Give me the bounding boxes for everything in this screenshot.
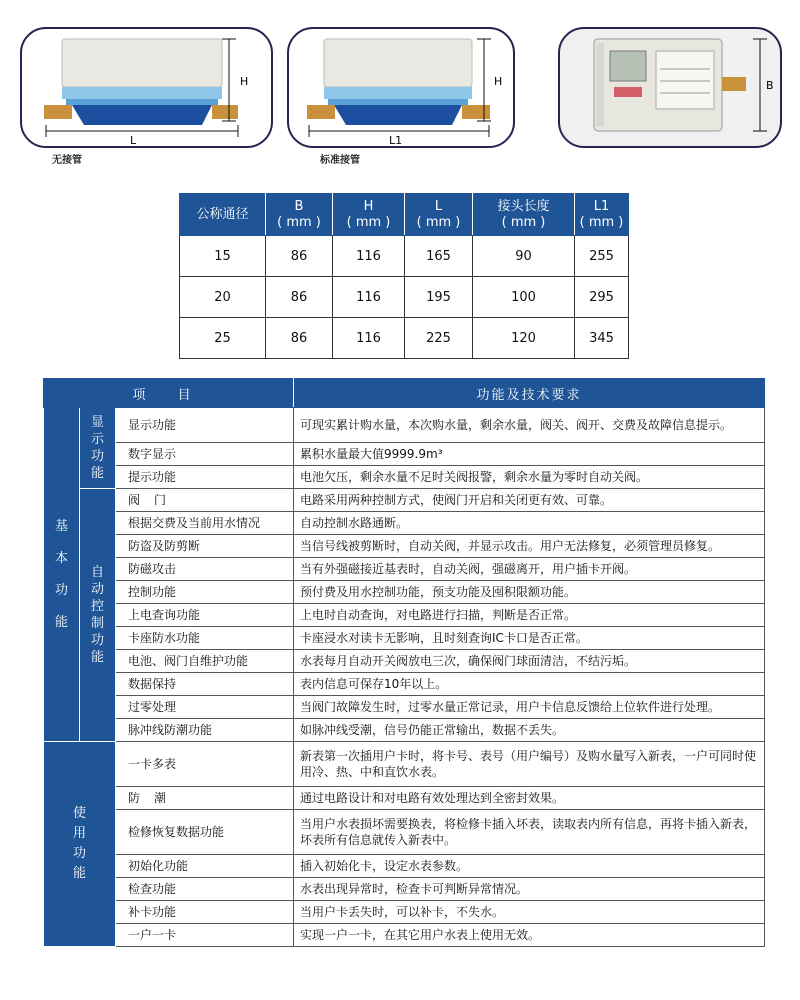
table-row: 防磁攻击 当有外强磁接近基表时，自动关阀，强磁离开，用户插卡开阀。 bbox=[44, 558, 765, 581]
table-row: 数字显示 累积水量最大值9999.9m³ bbox=[44, 443, 765, 466]
dim-l-label: L bbox=[130, 134, 137, 146]
item-valve: 阀门 bbox=[116, 489, 294, 512]
meter-photo-top-view bbox=[558, 27, 782, 148]
table-row: 数据保持 表内信息可保存10年以上。 bbox=[44, 673, 765, 696]
col-dn: 公称通径 bbox=[180, 194, 266, 236]
meter-side-illustration bbox=[22, 29, 271, 146]
caption-standard-pipe: 标准接管 bbox=[320, 155, 360, 166]
table-row: 15 86 116 165 90 255 bbox=[180, 236, 629, 277]
function-table bbox=[43, 378, 765, 947]
item-moisture-proof: 防潮 bbox=[116, 787, 294, 810]
table-row: 20 86 116 195 100 295 bbox=[180, 277, 629, 318]
subgroup-display: 显示功能 bbox=[80, 408, 116, 489]
subgroup-auto-control: 自动控制功能 bbox=[80, 489, 116, 742]
table-row: 检修恢复数据功能 当用户水表损坏需要换表，将检修卡插入坏表，读取表内所有信息，再将卡插入新表，坏表所有信息就传入新表中。 bbox=[44, 810, 765, 855]
dim-b-label: B bbox=[766, 79, 774, 92]
table-row: 脉冲线防潮功能 如脉冲线受潮，信号仍能正常输出，数据不丢失。 bbox=[44, 719, 765, 742]
table-row: 初始化功能 插入初始化卡，设定水表参数。 bbox=[44, 855, 765, 878]
table-row: 卡座防水功能 卡座浸水对读卡无影响，且时刻查询IC卡口是否正常。 bbox=[44, 627, 765, 650]
table-row: 防潮 通过电路设计和对电路有效处理达到全密封效果。 bbox=[44, 787, 765, 810]
meter-side-illustration bbox=[289, 29, 513, 146]
table-row: 25 86 116 225 120 345 bbox=[180, 318, 629, 359]
caption-no-pipe: 无接管 bbox=[52, 155, 82, 166]
dim-h-label: H bbox=[494, 75, 503, 88]
meter-top-illustration bbox=[560, 29, 780, 146]
meter-photo-standard-pipe bbox=[287, 27, 515, 148]
table-row: 防盗及防剪断 当信号线被剪断时，自动关阀，并显示攻击。用户无法修复，必须管理员修复。 bbox=[44, 535, 765, 558]
dimension-table-header bbox=[180, 194, 629, 236]
table-row: 一户一卡 实现一户一卡，在其它用户水表上使用无效。 bbox=[44, 924, 765, 947]
table-row: 根据交费及当前用水情况 自动控制水路通断。 bbox=[44, 512, 765, 535]
col-l1: L1 ( mm ) bbox=[575, 194, 629, 236]
group-basic-functions: 基本功能 bbox=[44, 408, 80, 742]
dim-l1-label: L1 bbox=[389, 134, 403, 146]
col-l: L ( mm ) bbox=[405, 194, 473, 236]
table-row: 电池、阀门自维护功能 水表每月自动开关阀放电三次，确保阀门球面清洁，不结污垢。 bbox=[44, 650, 765, 673]
table-row: 提示功能 电池欠压，剩余水量不足时关阀报警，剩余水量为零时自动关阀。 bbox=[44, 466, 765, 489]
group-usage-functions: 使用功能 bbox=[44, 742, 116, 947]
table-row: 过零处理 当阀门故障发生时，过零水量正常记录，用户卡信息反馈给上位软件进行处理。 bbox=[44, 696, 765, 719]
col-joint: 接头长度 ( mm ) bbox=[473, 194, 575, 236]
function-table-header bbox=[44, 379, 765, 408]
dimension-table bbox=[179, 193, 629, 359]
header-item: 项 目 bbox=[44, 379, 294, 408]
col-h: H ( mm ) bbox=[333, 194, 405, 236]
table-row: 自动控制功能 阀门 电路采用两种控制方式，使阀门开启和关闭更有效、可靠。 bbox=[44, 489, 765, 512]
table-row: 上电查询功能 上电时自动查询，对电路进行扫描，判断是否正常。 bbox=[44, 604, 765, 627]
table-row: 检查功能 水表出现异常时，检查卡可判断异常情况。 bbox=[44, 878, 765, 901]
meter-photo-no-pipe bbox=[20, 27, 273, 148]
dim-h-label: H bbox=[240, 75, 249, 88]
table-row: 补卡功能 当用户卡丢失时，可以补卡，不失水。 bbox=[44, 901, 765, 924]
col-b: B ( mm ) bbox=[266, 194, 333, 236]
table-row: 使用功能 一卡多表 新表第一次插用户卡时，将卡号、表号（用户编号）及购水量写入新表，一户可同时使用冷、热、中和直饮水表。 bbox=[44, 742, 765, 787]
header-requirements: 功能及技术要求 bbox=[294, 379, 765, 408]
table-row: 控制功能 预付费及用水控制功能，预支功能及囤积限额功能。 bbox=[44, 581, 765, 604]
table-row: 基本功能 显示功能 显示功能 可现实累计购水量，本次购水量，剩余水量，阀关、阀开、交费及故障信息提示。 bbox=[44, 408, 765, 443]
